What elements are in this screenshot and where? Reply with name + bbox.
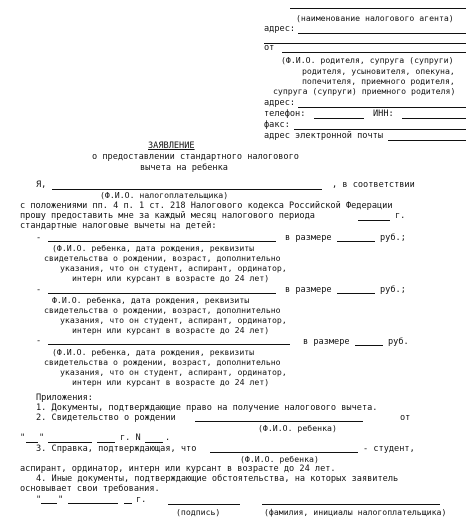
certificate-child-line (210, 452, 358, 453)
agent-address-line-1 (298, 33, 466, 34)
cert-date-quote-open: " (20, 433, 26, 443)
attachment-1: 1. Документы, подтверждающие право на получение налогового вычета. (36, 403, 378, 413)
applicant-caption-3: попечителя, приемного родителя, (302, 76, 455, 86)
applicant-address-label: адрес: (264, 98, 296, 108)
applicant-address-line (298, 107, 466, 108)
agent-name-caption: (наименование налогового агента) (296, 13, 454, 23)
child-3-amount-line (355, 345, 383, 346)
child-3-caption-1: (Ф.И.О. ребенка, дата рождения, реквизиты (52, 347, 255, 357)
attachment-3-line-2: аспирант, ординатор, интерн или курсант в возрасте до 24 лет. (20, 464, 336, 474)
applicant-caption-4: супруга (супруги) приемного родителя) (273, 86, 456, 96)
attachment-4-line-2: основывает свои требования. (20, 484, 160, 494)
tax-year-line (358, 220, 390, 221)
child-3-caption-4: интерн или курсант в возрасте до 24 лет) (72, 377, 270, 387)
applicant-name-line (282, 52, 466, 53)
attachments-heading: Приложения: (36, 393, 93, 403)
child-1-dash: - (36, 233, 42, 243)
attachment-3: 3. Справка, подтверждающая, что (36, 444, 197, 454)
fax-line (294, 129, 466, 130)
child-3-caption-3: указания, что он студент, аспирант, ординатор, (60, 367, 287, 377)
child-2-caption-2: свидетельства о рождении, возраст, дополнительно (44, 305, 281, 315)
child-1-amount-label: в размере (285, 233, 332, 243)
child-2-caption-1: Ф.И.О. ребенка, дата рождения, реквизиты (52, 295, 250, 305)
attachment-3-tail: - студент, (363, 444, 415, 454)
inn-label: ИНН: (373, 109, 394, 119)
agent-name-line (290, 8, 466, 9)
child-caption-b: (Ф.И.О. ребенка) (240, 454, 319, 464)
attachment-2-from: от (400, 413, 411, 423)
child-2-currency: руб.; (380, 285, 406, 295)
signature-caption: (подпись) (176, 507, 221, 517)
sign-date-quote-close: " (58, 495, 64, 505)
sign-day-line (41, 503, 57, 504)
child-1-caption-1: (Ф.И.О. ребенка, дата рождения, реквизиты (52, 243, 255, 253)
fax-label: факс: (264, 120, 290, 130)
attachment-4-line-1: 4. Иные документы, подтверждающие обстоятельства, на которых заявитель (36, 474, 399, 484)
birth-cert-child-line (195, 421, 363, 422)
child-2-caption-4: интерн или курсант в возрасте до 24 лет) (72, 325, 270, 335)
child-2-dash: - (36, 285, 42, 295)
sign-year-line (124, 503, 132, 504)
sign-month-line (68, 503, 118, 504)
child-2-amount-label: в размере (285, 285, 332, 295)
i-label: Я, (36, 180, 47, 190)
from-label: от (264, 43, 275, 53)
taxpayer-caption: (Ф.И.О. налогоплательщика) (100, 190, 229, 200)
phone-label: телефон: (264, 109, 306, 119)
child-1-name-line (48, 241, 276, 242)
child-1-caption-3: указания, что он студент, аспирант, ординатор, (60, 263, 287, 273)
cert-number-line (145, 442, 163, 443)
child-3-caption-2: свидетельства о рождении, возраст, дополнительно (44, 357, 281, 367)
cert-month-line (48, 442, 92, 443)
attachment-2: 2. Свидетельство о рождении (36, 413, 176, 423)
signature-line (168, 504, 240, 505)
email-line (388, 140, 466, 141)
cert-year-number-label: г. N (120, 433, 141, 443)
child-3-name-line (48, 344, 290, 345)
body-para-2: прошу предоставить мне за каждый месяц налогового периода (20, 211, 315, 221)
according-text: , в соответствии (332, 180, 415, 190)
child-3-currency: руб. (388, 337, 409, 347)
phone-line (314, 118, 364, 119)
cert-date-quote-close: " (39, 433, 45, 443)
cert-period: . (165, 433, 171, 443)
child-2-name-line (48, 293, 276, 294)
agent-address-label: адрес: (264, 24, 296, 34)
child-caption-a: (Ф.И.О. ребенка) (258, 423, 337, 433)
title-line-3: вычета на ребенка (140, 163, 228, 173)
child-2-caption-3: указания, что он студент, аспирант, ординатор, (60, 315, 287, 325)
body-para-1: с положениями пп. 4 п. 1 ст. 218 Налогового кодекса Российской Федерации (20, 201, 393, 211)
child-1-amount-line (337, 241, 375, 242)
child-1-caption-2: свидетельства о рождении, возраст, дополнительно (44, 253, 281, 263)
taxpayer-surname-caption: (фамилия, инициалы налогоплательщика) (264, 507, 447, 517)
child-1-caption-4: интерн или курсант в возрасте до 24 лет) (72, 273, 270, 283)
child-3-amount-label: в размере (303, 337, 350, 347)
document-title: ЗАЯВЛЕНИЕ (148, 141, 195, 151)
agent-address-line-2 (264, 43, 466, 44)
tax-year-suffix: г. (395, 211, 406, 221)
child-2-amount-line (337, 293, 375, 294)
child-3-dash: - (36, 336, 42, 346)
sign-date-quote-open: " (36, 495, 42, 505)
child-1-currency: руб.; (380, 233, 406, 243)
applicant-caption-1: (Ф.И.О. родителя, супруга (супруги) (281, 55, 454, 65)
title-line-2: о предоставлении стандартного налогового (92, 152, 299, 162)
applicant-caption-2: родителя, усыновителя, опекуна, (302, 66, 455, 76)
inn-line (402, 118, 466, 119)
email-label: адрес электронной почты (264, 131, 383, 141)
cert-year-line (97, 442, 115, 443)
sign-year-label: г. (136, 495, 147, 505)
taxpayer-surname-line (262, 504, 440, 505)
cert-day-line (26, 442, 38, 443)
body-para-3: стандартные налоговые вычеты на детей: (20, 221, 217, 231)
